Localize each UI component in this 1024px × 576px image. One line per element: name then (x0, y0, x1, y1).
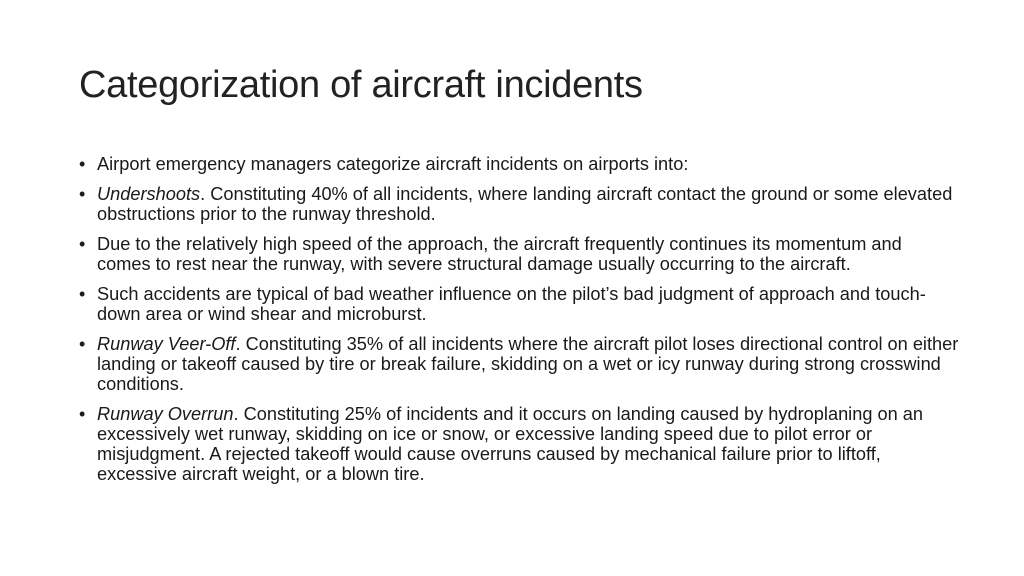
bullet-item (79, 234, 959, 274)
bullet-text: . Constituting 35% of all incidents where the aircraft pilot loses directional control on either landing or takeoff caused by tire or break failure, skidding on a wet or icy runway during strong crosswind conditions. (97, 334, 959, 394)
bullet-text: . Constituting 40% of all incidents, where landing aircraft contact the ground or some elevated obstructions prior to the runway threshold. (97, 184, 953, 224)
bullet-text: Airport emergency managers categorize aircraft incidents on airports into: (97, 154, 689, 174)
bullet-term: Runway Veer-Off (97, 334, 236, 354)
bullet-item (79, 184, 959, 224)
bullet-text: . Constituting 25% of incidents and it occurs on landing caused by hydroplaning on an excessively wet runway, skidding on ice or snow, or excessive landing speed due to pilot error or misjudgment. A rejected takeoff would cause overruns caused by mechanical failure prior to liftoff, excessive aircraft weight, or a blown tire. (97, 404, 924, 484)
bullet-dot: • (79, 334, 86, 354)
bullet-item (79, 284, 959, 324)
bullet-text: Due to the relatively high speed of the approach, the aircraft frequently continues its momentum and comes to rest near the runway, with severe structural damage usually occurring to the aircraft. (97, 234, 902, 274)
bullet-term: Undershoots (97, 184, 201, 204)
bullet-dot: • (79, 404, 86, 424)
bullet-item (79, 334, 959, 394)
bullet-item (79, 404, 959, 484)
bullet-dot: • (79, 154, 86, 174)
bullet-dot: • (79, 234, 86, 254)
bullet-text: Such accidents are typical of bad weather influence on the pilot’s bad judgment of approach and touch-down area or wind shear and microburst. (97, 284, 926, 324)
bullet-dot: • (79, 184, 86, 204)
bullet-list (79, 154, 959, 494)
slide-title: Categorization of aircraft incidents (79, 64, 643, 106)
bullet-item (79, 154, 959, 174)
bullet-dot: • (79, 284, 86, 304)
bullet-term: Runway Overrun (97, 404, 234, 424)
